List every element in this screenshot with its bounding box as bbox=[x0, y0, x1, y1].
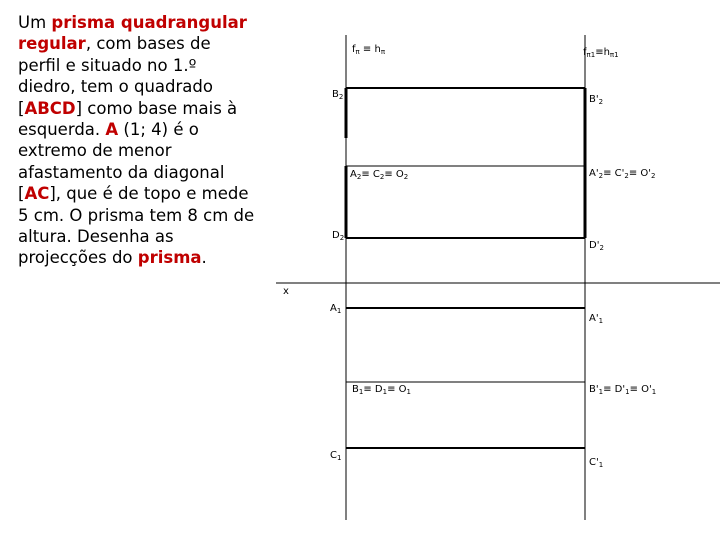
label-a1p: $A'_1$ bbox=[589, 313, 604, 325]
label-f1-h1: $f_{\pi 1}\equiv h_{\pi 1}$ bbox=[583, 47, 619, 59]
label-b1-d1-o1: $B_1\equiv D_1\equiv O_1$ bbox=[352, 384, 411, 396]
highlight-prisma-quadrangular-regular: prisma quadrangular regular bbox=[18, 13, 247, 54]
text-1: Um bbox=[18, 13, 52, 32]
text-6: . bbox=[201, 248, 207, 268]
highlight-abcd: ABCD bbox=[24, 98, 76, 118]
label-d2: $D_2$ bbox=[332, 230, 345, 242]
highlight-ac: AC bbox=[24, 184, 50, 204]
label-a1: $A_1$ bbox=[330, 303, 342, 315]
x-axis-label: x bbox=[283, 286, 289, 297]
label-a2-c2-o2: $A_2\equiv C_2\equiv O_2$ bbox=[350, 169, 409, 181]
label-f-h: $f_\pi \equiv h_\pi$ bbox=[352, 44, 386, 56]
text-4: (1; 4) é o extremo de menor afastamento da diagonal [ bbox=[18, 120, 225, 204]
label-a2p-c2p-o2p: $A'_2\equiv C'_2\equiv O'_2$ bbox=[589, 168, 656, 180]
label-b2p: $B'_2$ bbox=[589, 94, 604, 106]
highlight-a: A bbox=[105, 120, 119, 140]
text-3: ] como base mais à esquerda. bbox=[18, 98, 238, 140]
label-c1p: $C'_1$ bbox=[589, 457, 604, 469]
text-5: ], que é de topo e mede 5 cm. O prisma tem 8 cm de altura. Desenha as projecções do bbox=[18, 184, 255, 268]
label-b1p-d1p-o1p: $B'_1\equiv D'_1\equiv O'_1$ bbox=[589, 384, 657, 396]
label-c1: $C_1$ bbox=[330, 450, 342, 462]
highlight-prisma: prisma bbox=[137, 248, 202, 268]
label-b2: $B_2$ bbox=[332, 89, 344, 101]
label-d2p: $D'_2$ bbox=[589, 240, 604, 252]
text-2: , com bases de perfil e situado no 1.º diedro, tem o quadrado [ bbox=[18, 34, 213, 118]
